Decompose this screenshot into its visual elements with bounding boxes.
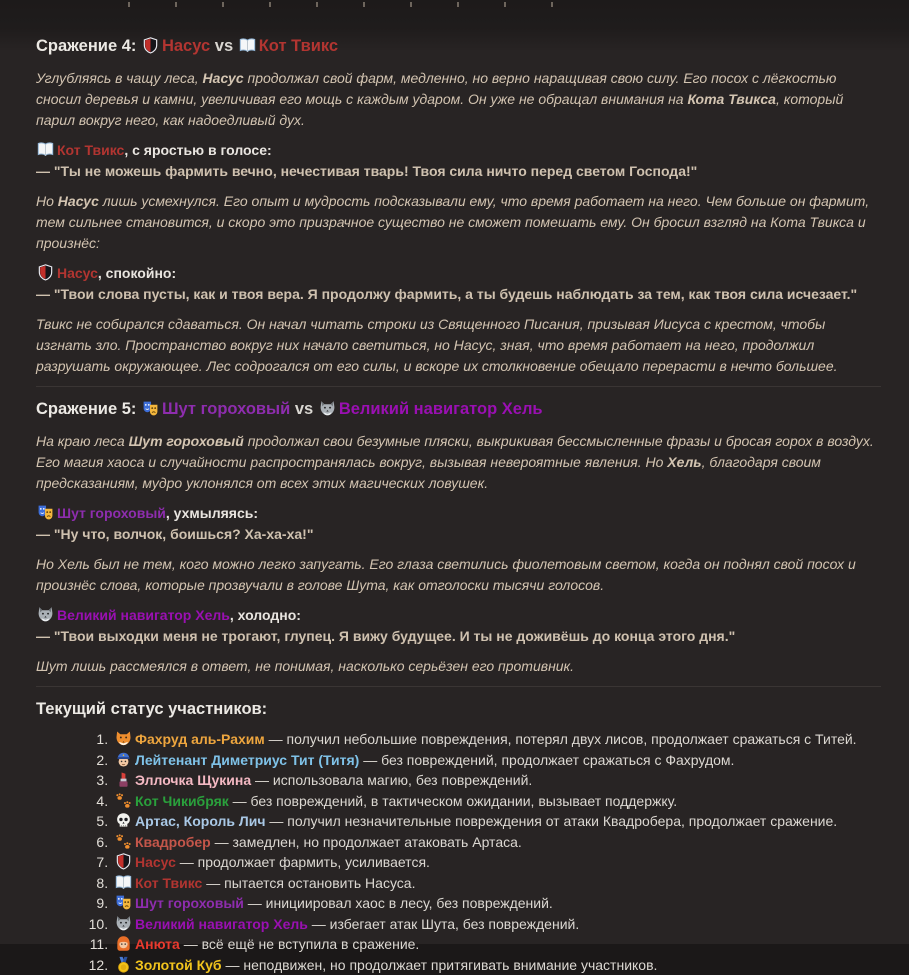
status-item: 3. Эллочка Щукина — использовала магию, без повреждений. bbox=[112, 770, 881, 791]
status-item: 11. Анюта — всё ещё не вступила в сражение. bbox=[112, 934, 881, 955]
combatant-name: Великий навигатор Хель bbox=[339, 400, 543, 418]
speech-quote: — "Твои выходки меня не трогают, глупец. Я вижу будущее. И ты не доживёшь до конца этого дня." bbox=[36, 628, 735, 644]
battle-heading: Сражение 4: Насус vs Кот Твикс bbox=[36, 36, 881, 56]
status-item: 8. Кот Твикс — пытается остановить Насуса. bbox=[112, 873, 881, 894]
theater-masks-icon bbox=[115, 894, 132, 911]
participant-name: Анюта bbox=[135, 936, 180, 952]
speech-quote: — "Твои слова пусты, как и твоя вера. Я продолжу фармить, а ты будешь наблюдать за тем, как твоя сила исчезает." bbox=[36, 286, 857, 302]
participant-name: Кот Чикибряк bbox=[135, 793, 229, 809]
participant-name: Квадробер bbox=[135, 834, 211, 850]
status-item: 6. Квадробер — замедлен, но продолжает атаковать Артаса. bbox=[112, 832, 881, 853]
combatant-name: Кот Твикс bbox=[259, 37, 338, 55]
participant-name: Насус bbox=[135, 854, 176, 870]
section-divider bbox=[36, 686, 881, 687]
open-book-icon bbox=[115, 874, 132, 891]
speech-block bbox=[36, 503, 881, 545]
emphasized-name: Шут гороховый bbox=[129, 433, 244, 449]
status-item: 1. Фахруд аль-Рахим — получил небольшие повреждения, потерял двух лисов, продолжает сражаться с Титей. bbox=[112, 729, 881, 750]
lipstick-icon bbox=[115, 771, 132, 788]
speech-block bbox=[36, 605, 881, 647]
narration-paragraph: Твикс не собирался сдаваться. Он начал читать строки из Священного Писания, призывая Иисуса с крестом, чтобы изгнать зло. Пространство вокруг них начало светиться, но Насус, зная, что время работает на него, продолжил разрушать окружающее. Лес содрогался от его силы, и вскоре их столкновение обещало перерасти в нечто большее. bbox=[36, 314, 881, 377]
theater-masks-icon bbox=[142, 400, 159, 417]
speech-block bbox=[36, 140, 881, 182]
participant-name: Шут гороховый bbox=[135, 895, 244, 911]
gold-medal-icon bbox=[115, 956, 132, 973]
skull-icon bbox=[115, 812, 132, 829]
shield-icon bbox=[142, 37, 159, 54]
police-officer-icon bbox=[115, 751, 132, 768]
participant-name: Лейтенант Диметриус Тит (Титя) bbox=[135, 752, 359, 768]
emphasized-name: Кота Твикса bbox=[687, 91, 775, 107]
clipped-previous-line bbox=[128, 2, 598, 7]
participant-name: Артас, Король Лич bbox=[135, 813, 265, 829]
vs-label: vs bbox=[290, 400, 318, 418]
shield-icon bbox=[37, 264, 54, 281]
wolf-icon bbox=[115, 915, 132, 932]
speech-block bbox=[36, 263, 881, 305]
status-item: 4. Кот Чикибряк — без повреждений, в тактическом ожидании, вызывает поддержку. bbox=[112, 791, 881, 812]
participant-name: Кот Твикс bbox=[135, 875, 202, 891]
speech-quote: — "Ты не можешь фармить вечно, нечестивая тварь! Твоя сила ничто перед светом Господа!" bbox=[36, 163, 697, 179]
status-item: 10. Великий навигатор Хель — избегает атак Шута, без повреждений. bbox=[112, 914, 881, 935]
theater-masks-icon bbox=[37, 504, 54, 521]
status-item: 5. Артас, Король Лич — получил незначительные повреждения от атаки Квадробера, продолжает сражение. bbox=[112, 811, 881, 832]
wolf-icon bbox=[37, 606, 54, 623]
paw-prints-icon bbox=[115, 792, 132, 809]
paw-prints-icon bbox=[115, 833, 132, 850]
participant-name: Эллочка Щукина bbox=[135, 772, 251, 788]
status-item: 12. Золотой Куб — неподвижен, но продолжает притягивать внимание участников. bbox=[112, 955, 881, 975]
open-book-icon bbox=[239, 37, 256, 54]
speech-manner: , спокойно: bbox=[98, 265, 176, 281]
emphasized-name: Насус bbox=[203, 70, 244, 86]
wolf-icon bbox=[319, 400, 336, 417]
participant-name: Фахруд аль-Рахим bbox=[135, 731, 265, 747]
speaker-name: Кот Твикс bbox=[57, 142, 124, 158]
combatant-name: Насус bbox=[162, 37, 210, 55]
narration-paragraph: Шут лишь рассмеялся в ответ, не понимая, насколько серьёзен его противник. bbox=[36, 656, 881, 677]
emphasized-name: Насус bbox=[58, 193, 99, 209]
combatant-name: Шут гороховый bbox=[162, 400, 290, 418]
status-item: 7. Насус — продолжает фармить, усиливается. bbox=[112, 852, 881, 873]
status-heading: Текущий статус участников: bbox=[36, 699, 881, 719]
emphasized-name: Хель bbox=[667, 454, 701, 470]
narration-paragraph: Но Хель был не тем, кого можно легко запугать. Его глаза светились фиолетовым светом, когда он поднял свой посох и произнёс слова, которые прозвучали в голове Шута, как отголоски тысячи голосов. bbox=[36, 554, 881, 596]
fox-icon bbox=[115, 730, 132, 747]
vs-label: vs bbox=[210, 37, 238, 55]
battle-heading: Сражение 5: Шут гороховый vs Великий навигатор Хель bbox=[36, 399, 881, 419]
narration-paragraph: Но Насус лишь усмехнулся. Его опыт и мудрость подсказывали ему, что время работает на него. Чем больше он фармит, тем сильнее становится, и скоро это призрачное существо не сможет помешать ему. Он бросил взгляд на Кота Твикса и произнёс: bbox=[36, 191, 881, 254]
speaker-name: Насус bbox=[57, 265, 98, 281]
narration-paragraph: Углубляясь в чащу леса, Насус продолжал свой фарм, медленно, но верно наращивая свою силу. Его посох с лёгкостью сносил деревья и камни, увеличивая его мощь с каждым ударом. Он уже не обращал внимания на Кота Твикса, который парил вокруг него, как надоедливый дух. bbox=[36, 68, 881, 131]
section-divider bbox=[36, 386, 881, 387]
status-list bbox=[36, 729, 881, 975]
participant-name: Великий навигатор Хель bbox=[135, 916, 308, 932]
speaker-name: Великий навигатор Хель bbox=[57, 607, 230, 623]
girl-icon bbox=[115, 935, 132, 952]
speech-quote: — "Ну что, волчок, боишься? Ха-ха-ха!" bbox=[36, 526, 313, 542]
speech-manner: , ухмыляясь: bbox=[166, 505, 258, 521]
shield-icon bbox=[115, 853, 132, 870]
open-book-icon bbox=[37, 141, 54, 158]
participant-name: Золотой Куб bbox=[135, 957, 222, 973]
status-item: 9. Шут гороховый — инициировал хаос в лесу, без повреждений. bbox=[112, 893, 881, 914]
speech-manner: , холодно: bbox=[230, 607, 301, 623]
speech-manner: , с яростью в голосе: bbox=[124, 142, 271, 158]
status-item: 2. Лейтенант Диметриус Тит (Титя) — без повреждений, продолжает сражаться с Фахрудом. bbox=[112, 750, 881, 771]
narration-paragraph: На краю леса Шут гороховый продолжал свои безумные пляски, выкрикивая бессмысленные фразы и бросая горох в воздух. Его магия хаоса и случайности распространялась вокруг, вызывая невероятные явления. Но Хель, благодаря своим предсказаниям, мудро уклонялся от всех этих магических ловушек. bbox=[36, 431, 881, 494]
speaker-name: Шут гороховый bbox=[57, 505, 166, 521]
